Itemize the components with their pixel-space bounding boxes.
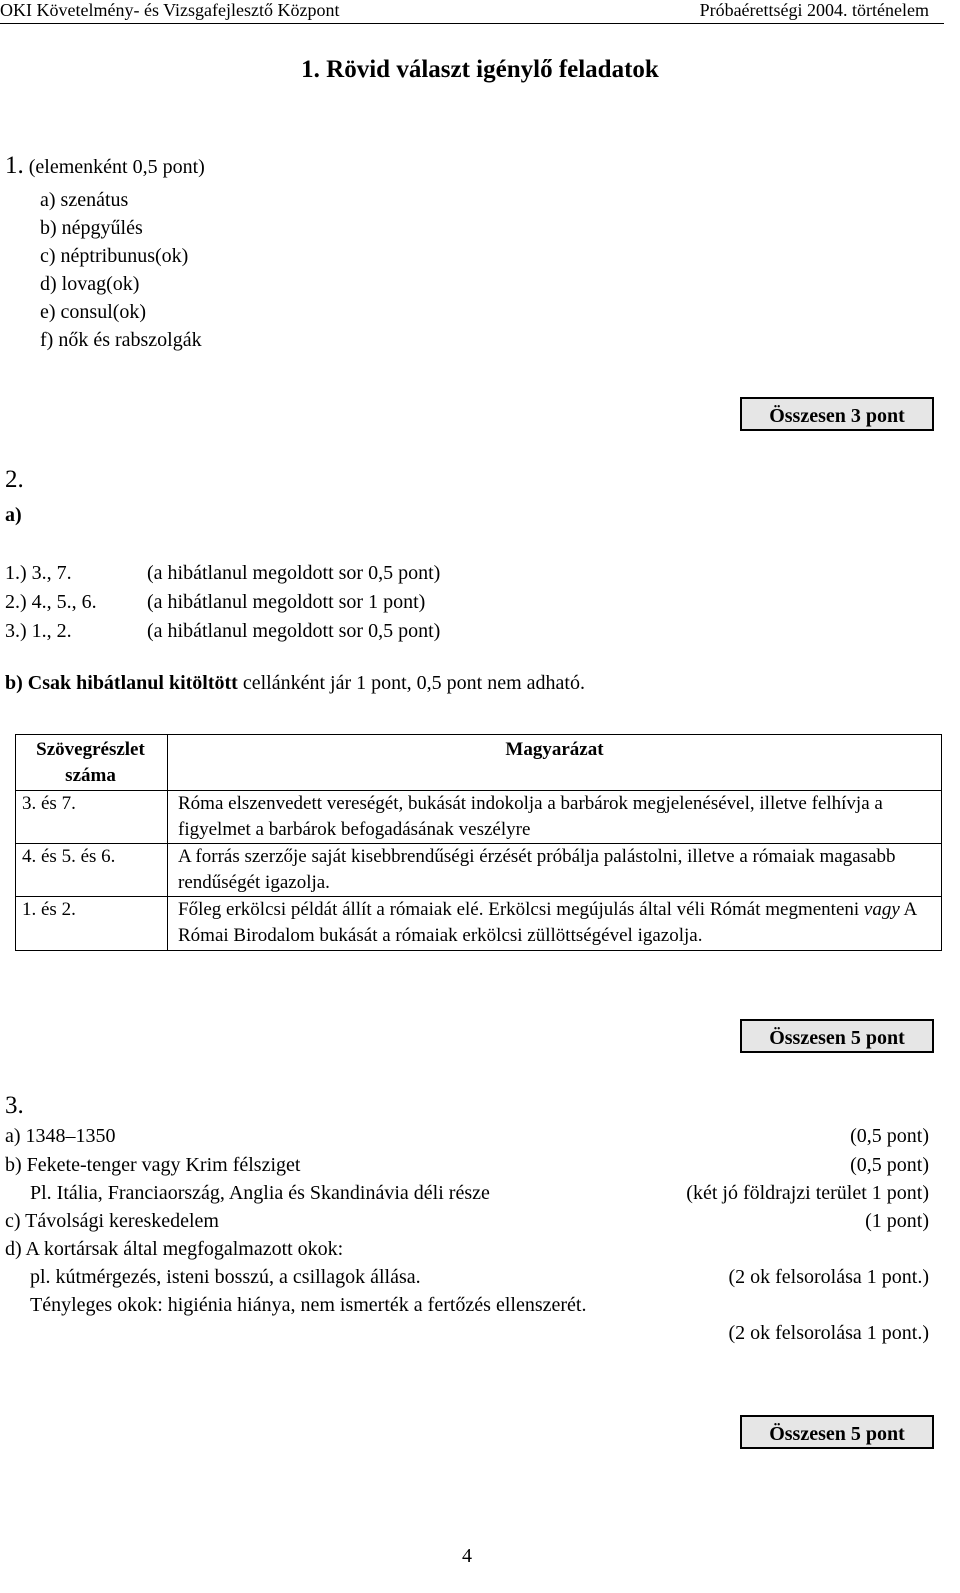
list-item: b) népgyűlés — [40, 217, 143, 239]
page-title: 1. Rövid választ igénylő feladatok — [301, 56, 659, 83]
task2-a-row — [5, 559, 440, 588]
task3-line-text: c) Távolsági kereskedelem — [5, 1210, 219, 1232]
row-note: (a hibátlanul megoldott sor 0,5 pont) — [147, 620, 441, 642]
table-header-number: Szövegrészlet száma — [16, 735, 168, 791]
task1-list — [40, 186, 202, 354]
page-number: 4 — [462, 1545, 472, 1567]
list-item: d) lovag(ok) — [40, 273, 140, 295]
task3-line-text: d) A kortársak által megfogalmazott okok: — [5, 1238, 344, 1260]
task3-line-points: (0,5 pont) — [850, 1154, 929, 1176]
header-rule — [0, 23, 944, 24]
table-cell-text: Róma elszenvedett vereségét, bukását indokolja a barbárok megjelenésével, illetve felhívja a figyelmet a barbárok befogadásának veszélyre — [168, 791, 942, 844]
table-row — [16, 897, 942, 951]
table-header-explanation: Magyarázat — [168, 735, 942, 791]
table-cell-number: 3. és 7. — [16, 791, 168, 844]
task3-line-points: (2 ok felsorolása 1 pont.) — [728, 1266, 929, 1288]
task3-line-text: Tényleges okok: higiénia hiánya, nem ismerték a fertőzés ellenszerét. — [30, 1294, 587, 1316]
row-note: (a hibátlanul megoldott sor 1 pont) — [147, 591, 426, 613]
task1-number: 1. — [5, 152, 24, 179]
row-label: 2.) 4., 5., 6. — [5, 591, 97, 613]
task1-note: (elemenként 0,5 pont) — [28, 156, 205, 178]
row-note: (a hibátlanul megoldott sor 0,5 pont) — [147, 562, 441, 584]
table-row — [16, 791, 942, 844]
table-cell-text: A forrás szerzője saját kisebbrendűségi érzését próbálja palástolni, illetve a rómaiak magasabb rendűségét igazolja. — [168, 844, 942, 897]
row-label: 1.) 3., 7. — [5, 562, 72, 584]
header-right: Próbaérettségi 2004. történelem — [699, 0, 929, 20]
task3-total-box: Összesen 5 pont — [740, 1415, 934, 1449]
task2-a-row — [5, 617, 440, 646]
task2-number: 2. — [5, 466, 24, 493]
list-item: f) nők és rabszolgák — [40, 329, 202, 351]
text-part: Főleg erkölcsi példát állít a rómaiak elé. Erkölcsi megújulás által véli Rómát megmenteni — [178, 899, 864, 920]
table-cell-number: 4. és 5. és 6. — [16, 844, 168, 897]
task3-line-text: Pl. Itália, Franciaország, Anglia és Skandinávia déli része — [30, 1182, 490, 1204]
task2-total-box: Összesen 5 pont — [740, 1019, 934, 1053]
task3-line-points: (1 pont) — [865, 1210, 929, 1232]
list-item: e) consul(ok) — [40, 301, 147, 323]
table-row — [16, 844, 942, 897]
task3-line-points: (0,5 pont) — [850, 1125, 929, 1147]
task2-part-a: a) — [5, 504, 22, 526]
task2-part-b — [5, 672, 585, 695]
task3-line-points: (2 ok felsorolása 1 pont.) — [728, 1322, 929, 1344]
explanation-table — [15, 734, 942, 951]
task3-number: 3. — [5, 1092, 24, 1119]
task2-a-rows — [5, 559, 440, 646]
task2-a-row — [5, 588, 440, 617]
row-label: 3.) 1., 2. — [5, 620, 72, 642]
task2-part-b-rest: cellánként jár 1 pont, 0,5 pont nem adható. — [237, 672, 585, 694]
list-item: c) néptribunus(ok) — [40, 245, 189, 267]
text-part: A Római Birodalom bukását a rómaiak erkölcsi züllöttségével igazolja. — [178, 899, 917, 946]
table-header-row — [16, 735, 942, 791]
task2-part-b-bold: b) Csak hibátlanul kitöltött — [5, 672, 238, 694]
task3-line-text: pl. kútmérgezés, isteni bosszú, a csillagok állása. — [30, 1266, 421, 1288]
text-or: vagy — [863, 899, 900, 920]
task1-heading — [5, 152, 205, 180]
task1-total-box: Összesen 3 pont — [740, 397, 934, 431]
list-item: a) szenátus — [40, 189, 129, 211]
table-cell-text — [168, 897, 942, 951]
task3-line-text: b) Fekete-tenger vagy Krim félsziget — [5, 1154, 301, 1176]
task3-line-points: (két jó földrajzi terület 1 pont) — [686, 1182, 929, 1204]
task3-line-text: a) 1348–1350 — [5, 1125, 116, 1147]
header-left: OKI Követelmény- és Vizsgafejlesztő Központ — [0, 0, 340, 20]
table-cell-number: 1. és 2. — [16, 897, 168, 951]
